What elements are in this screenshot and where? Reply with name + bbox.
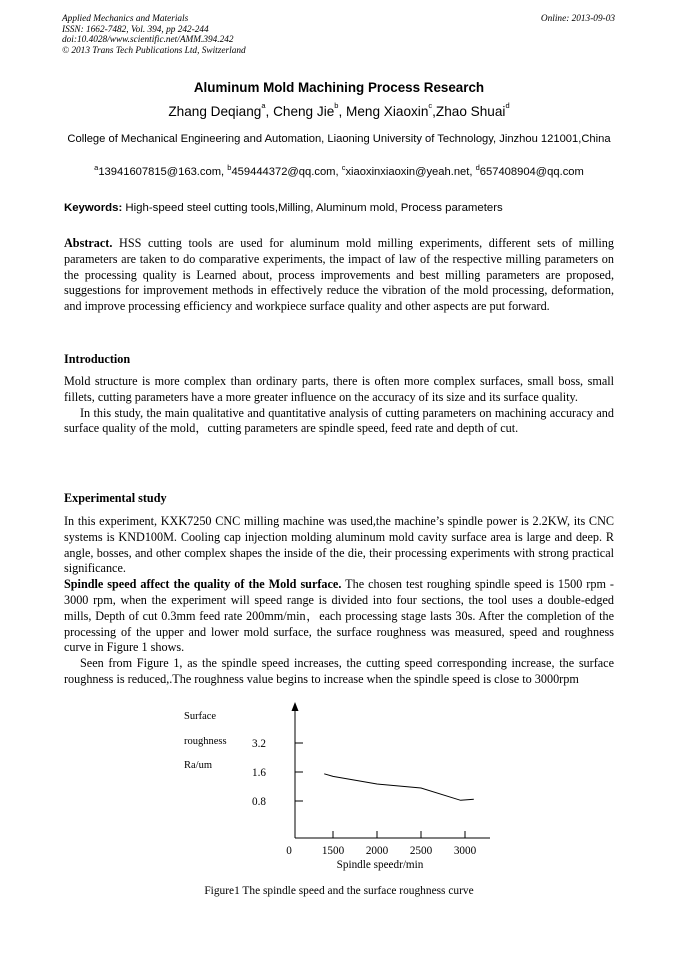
y-axis-label-1: Surface: [184, 711, 217, 722]
experimental-heading: Experimental study: [64, 491, 167, 505]
email-sep: ,: [335, 166, 342, 178]
author: Meng Xiaoxin: [346, 104, 429, 119]
x-tick-label: 2500: [409, 845, 433, 857]
paragraph: In this experiment, KXK7250 CNC milling machine was used,the machine’s spindle power is 2.2KW, its CNC systems is KND100M. Cooling cap injection molding aluminum mold cavity surface area is large and deep. R angle, bosses, and other complex shapes the inside of the die, their processing experiments with strong practical significance.: [64, 514, 614, 576]
paragraph: In this study, the main qualitative and quantitative analysis of cutting parameters on machining accuracy and surface quality of the mold，cutting parameters are spindle speed, feed rate and depth of cut.: [64, 405, 614, 436]
author-sep: ,: [265, 104, 274, 119]
abstract-label: Abstract.: [64, 236, 113, 250]
author: Zhang Deqiang: [168, 104, 262, 119]
x-tick-label: 3000: [453, 845, 477, 857]
online-date: Online: 2013-09-03: [540, 14, 615, 24]
author-sup: b: [334, 101, 339, 110]
keywords-label: Keywords:: [64, 202, 123, 214]
abstract-text: HSS cutting tools are used for aluminum mold milling experiments, different sets of milling parameters are taken to do comparative experiments, the impact of law of the respective milling parameters on the processing quality is Learned about, process improvements and best milling parameters are proposed, suggestions for improvement methods in effectively reduce the vibration of the mold processing, deformation, and improve processing efficiency and workpiece surface quality and other aspects are put forward.: [64, 236, 614, 314]
x-tick-label: 2000: [365, 845, 389, 857]
author: Cheng Jie: [273, 104, 335, 119]
y-axis-arrow: [292, 702, 299, 711]
introduction-heading: Introduction: [64, 352, 131, 366]
author-sup: a: [261, 101, 266, 110]
figure-caption: Figure1 The spindle speed and the surface roughness curve: [204, 885, 474, 897]
author-sup: c: [428, 101, 433, 110]
paragraph-text: The chosen test roughing spindle speed is 1500 rpm - 3000 rpm, when the experiment will speed range is divided into four sections, the tool uses a double-edged mills, Depth of cut 0.3mm feed rate 200mm/min，each processing stage lasts 30s. After the completion of the processing of the upper and lower mold surface, the surface roughness was measured, speed and roughness curve in Figure 1 shows.: [64, 577, 614, 655]
affiliation: College of Mechanical Engineering and Automation, Liaoning University of Technology, Jinzhou 121001,China: [67, 133, 611, 145]
doi-line: doi:10.4028/www.scientific.net/AMM.394.242: [62, 35, 234, 45]
y-axis-label-3: Ra/um: [184, 760, 212, 771]
author-sep: ,: [338, 104, 347, 119]
paper-title: Aluminum Mold Machining Process Research: [193, 80, 485, 95]
issn-line: ISSN: 1662-7482, Vol. 394, pp 242-244: [62, 24, 209, 35]
email-sup: a: [94, 163, 99, 172]
email-sep: ,: [469, 166, 476, 178]
keywords-text: High-speed steel cutting tools,Milling, Aluminum mold, Process parameters: [122, 202, 503, 214]
y-tick-label: 1.6: [252, 767, 266, 779]
origin-label: 0: [286, 845, 292, 857]
email-address[interactable]: 657408904@qq.com: [479, 166, 584, 178]
email-sup: b: [227, 163, 232, 172]
x-tick-label: 1500: [321, 845, 345, 857]
x-axis-label: Spindle speedr/min: [336, 859, 424, 871]
email-sup: c: [341, 163, 346, 172]
subheading: Spindle speed affect the quality of the Mold surface.: [64, 577, 342, 592]
y-axis-label-2: roughness: [184, 736, 227, 747]
paragraph: Seen from Figure 1, as the spindle speed increases, the cutting speed corresponding increase, the surface roughness is reduced,.The roughness value begins to increase when the spindle speed is close to 3000rpm: [64, 656, 614, 686]
email-address[interactable]: xiaoxinxiaoxin@yeah.net: [345, 166, 470, 178]
y-tick-label: 3.2: [252, 738, 266, 750]
paragraph: Mold structure is more complex than ordinary parts, there is often more complex surfaces, small boss, small fillets, cutting parameters have a more greater influence on the accuracy of its size and its surface quality.: [64, 374, 614, 404]
series-line-roughness: [324, 774, 474, 801]
email-sep: ,: [221, 166, 228, 178]
email-address[interactable]: 459444372@qq.com: [231, 166, 336, 178]
author-sep: ,: [432, 104, 436, 119]
author-sup: d: [505, 101, 510, 110]
copyright-line: © 2013 Trans Tech Publications Ltd, Switzerland: [62, 45, 246, 56]
author: Zhao Shuai: [435, 104, 506, 119]
email-sup: d: [475, 163, 480, 172]
journal-name: Applied Mechanics and Materials: [62, 14, 189, 24]
y-tick-label: 0.8: [252, 796, 266, 808]
email-address[interactable]: 13941607815@163.com: [98, 166, 222, 178]
